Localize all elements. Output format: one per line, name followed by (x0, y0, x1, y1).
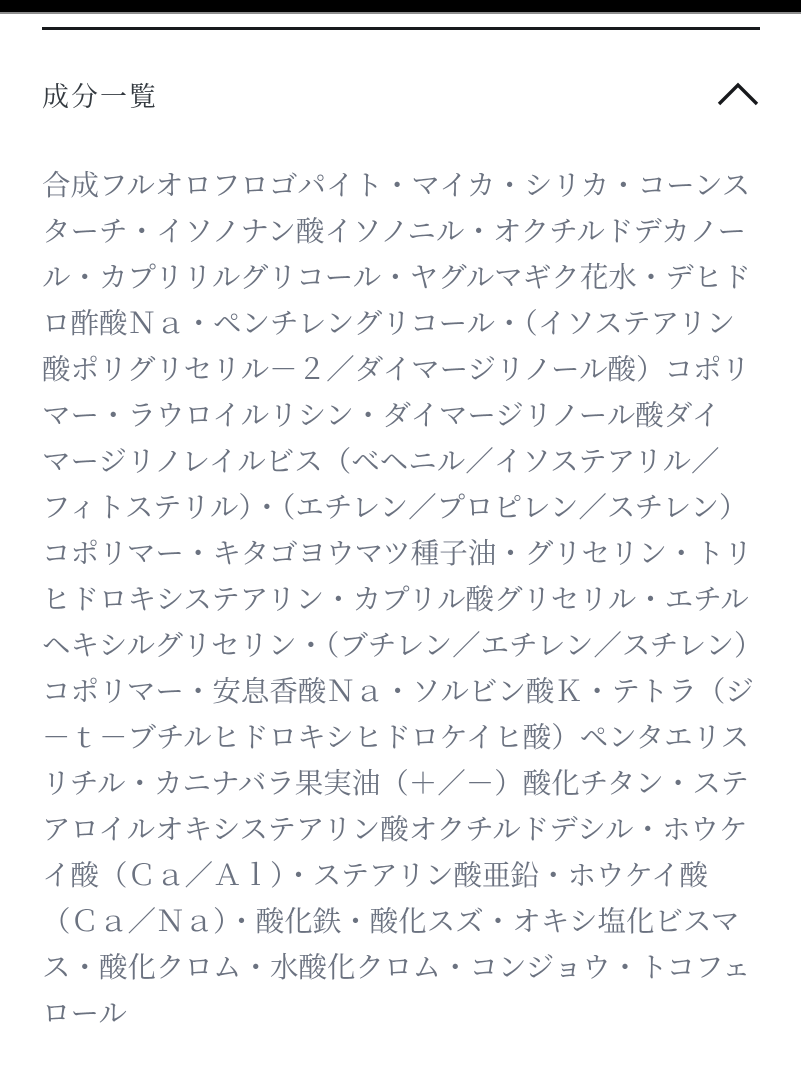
ingredients-text: 合成フルオロフロゴパイト・マイカ・シリカ・コーンスターチ・イソノナン酸イソノニル・オクチルドデカノール・カプリリルグリコール・ヤグルマギク花水・デヒドロ酢酸Ｎａ・ペンチレングリコール・（イソステアリン酸ポリグリセリル－２／ダイマージリノール酸）コポリマー・ラウロイルリシン・ダイマージリノール酸ダイマージリノレイルビス（ベヘニル／イソステアリル／フィトステリル）・（エチレン／プロピレン／スチレン）コポリマー・キタゴヨウマツ種子油・グリセリン・トリヒドロキシステアリン・カプリル酸グリセリル・エチルヘキシルグリセリン・（ブチレン／エチレン／スチレン）コポリマー・安息香酸Ｎａ・ソルビン酸Ｋ・テトラ（ジ－ｔ－ブチルヒドロキシヒドロケイヒ酸）ペンタエリスリチル・カニナバラ果実油（＋／－）酸化チタン・ステアロイルオキシステアリン酸オクチルドデシル・ホウケイ酸（Ｃａ／Ａｌ）・ステアリン酸亜鉛・ホウケイ酸（Ｃａ／Ｎａ）・酸化鉄・酸化スズ・オキシ塩化ビスマス・酸化クロム・水酸化クロム・コンジョウ・トコフェロール (42, 170, 754, 1030)
ingredients-section (0, 27, 801, 1037)
section-divider (42, 27, 760, 30)
top-bar (0, 0, 801, 14)
ingredients-accordion-header[interactable] (42, 74, 760, 114)
section-title: 成分一覧 (42, 81, 158, 112)
chevron-up-icon[interactable] (716, 80, 760, 108)
